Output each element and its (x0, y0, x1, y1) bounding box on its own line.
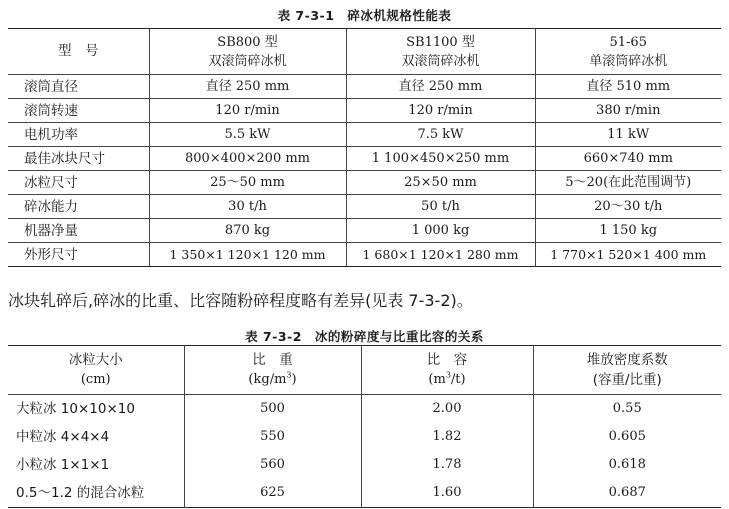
table-cell: 7.5 kW (346, 123, 535, 147)
table-row (8, 147, 721, 171)
table-cell: 380 r/min (535, 99, 721, 123)
table-cell: 11 kW (535, 123, 721, 147)
table-row (8, 75, 721, 99)
table-row (8, 479, 721, 508)
row-label: 最佳冰块尺寸 (8, 147, 149, 171)
body-paragraph: 冰块轧碎后,碎冰的比重、比容随粉碎程度略有差异(见表 7-3-2)。 (8, 291, 473, 310)
header-model-51-65: 51-65 单滚筒碎冰机 (535, 29, 721, 75)
table-cell: 1 100×450×250 mm (346, 147, 535, 171)
row-label: 机器净量 (8, 219, 149, 243)
table-cell: 直径 250 mm (346, 75, 535, 99)
row-label: 冰粒尺寸 (8, 171, 149, 195)
table-header-row (8, 29, 721, 75)
header-particle-size: 冰粒大小 (cm) (8, 346, 184, 395)
table-cell: 0.605 (533, 423, 721, 451)
table-cell: 1.78 (361, 451, 533, 479)
table-cell: 25×50 mm (346, 171, 535, 195)
table-cell: 800×400×200 mm (149, 147, 346, 171)
table-row (8, 219, 721, 243)
ice-density-table (8, 345, 721, 508)
table2-caption: 表 7-3-2 冰的粉碎度与比重比容的关系 (245, 329, 484, 344)
header-model-label: 型 号 (8, 29, 149, 75)
row-label: 滚筒直径 (8, 75, 149, 99)
table-cell: 0.618 (533, 451, 721, 479)
table-cell: 550 (184, 423, 361, 451)
spec-table (8, 28, 721, 267)
table-cell: 1 150 kg (535, 219, 721, 243)
table-cell: 0.687 (533, 479, 721, 508)
row-label: 小粒冰 1×1×1 (8, 451, 184, 479)
table-cell: 20～30 t/h (535, 195, 721, 219)
table-cell: 870 kg (149, 219, 346, 243)
table-cell: 30 t/h (149, 195, 346, 219)
row-label: 滚筒转速 (8, 99, 149, 123)
table-row (8, 451, 721, 479)
table-cell: 2.00 (361, 395, 533, 424)
table-cell: 5～20(在此范围调节) (535, 171, 721, 195)
table-row (8, 395, 721, 424)
table-cell: 120 r/min (149, 99, 346, 123)
table-cell: 1 770×1 520×1 400 mm (535, 243, 721, 267)
table-row (8, 423, 721, 451)
table-cell: 1 000 kg (346, 219, 535, 243)
row-label: 碎冰能力 (8, 195, 149, 219)
header-specific-gravity: 比 重 $(kg/m^3)$ (184, 346, 361, 395)
table-cell: 50 t/h (346, 195, 535, 219)
table-cell: 660×740 mm (535, 147, 721, 171)
table-cell: 1 350×1 120×1 120 mm (149, 243, 346, 267)
table-cell: 5.5 kW (149, 123, 346, 147)
header-packing-coefficient: 堆放密度系数 (容重/比重) (533, 346, 721, 395)
table-cell: 120 r/min (346, 99, 535, 123)
table-cell: 1.60 (361, 479, 533, 508)
table-row (8, 123, 721, 147)
table-cell: 直径 510 mm (535, 75, 721, 99)
row-label: 0.5～1.2 的混合冰粒 (8, 479, 184, 508)
table-row (8, 171, 721, 195)
table-cell: 500 (184, 395, 361, 424)
table-header-row (8, 346, 721, 395)
header-model-sb800: SB800 型 双滚筒碎冰机 (149, 29, 346, 75)
table-row (8, 195, 721, 219)
table-row (8, 99, 721, 123)
header-model-sb1100: SB1100 型 双滚筒碎冰机 (346, 29, 535, 75)
table-cell: 直径 250 mm (149, 75, 346, 99)
table-cell: 0.55 (533, 395, 721, 424)
table-cell: 25～50 mm (149, 171, 346, 195)
row-label: 电机功率 (8, 123, 149, 147)
row-label: 外形尺寸 (8, 243, 149, 267)
table1-caption: 表 7-3-1 碎冰机规格性能表 (277, 8, 452, 23)
table-row (8, 243, 721, 267)
table-cell: 625 (184, 479, 361, 508)
header-specific-volume: 比 容 $(m^3/t)$ (361, 346, 533, 395)
table-cell: 1.82 (361, 423, 533, 451)
table-cell: 560 (184, 451, 361, 479)
row-label: 大粒冰 10×10×10 (8, 395, 184, 424)
table-cell: 1 680×1 120×1 280 mm (346, 243, 535, 267)
row-label: 中粒冰 4×4×4 (8, 423, 184, 451)
